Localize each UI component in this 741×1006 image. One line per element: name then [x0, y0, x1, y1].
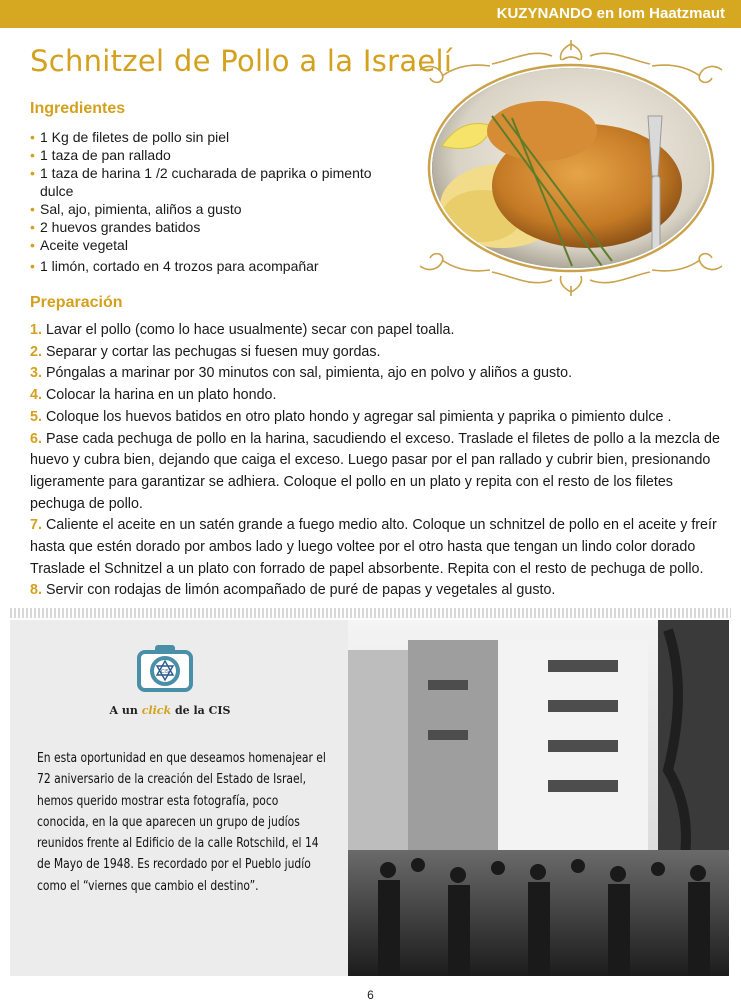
- list-item: 5. Coloque los huevos batidos en otro plato hondo y agregar sal pimienta y paprika o pimiento dulce .: [30, 408, 672, 425]
- bullet-dot-icon: •: [30, 165, 35, 181]
- ingredients-list: [30, 128, 400, 275]
- historic-photo: [348, 620, 729, 976]
- list-item: • Aceite vegetal: [30, 237, 128, 253]
- list-item: 2. Separar y cortar las pechugas si fuesen muy gordas.: [30, 343, 381, 360]
- page-number: 6: [367, 988, 374, 1002]
- list-item: • 1 Kg de filetes de pollo sin piel: [30, 129, 230, 145]
- bullet-dot-icon: •: [30, 258, 35, 274]
- bullet-dot-icon: •: [30, 219, 35, 235]
- list-item: • 1 limón, cortado en 4 trozos para acompañar: [30, 258, 319, 274]
- bullet-dot-icon: •: [30, 129, 35, 145]
- list-item: 3. Póngalas a marinar por 30 minutos con sal, pimienta, ajo en polvo y aliños a gusto.: [30, 365, 573, 382]
- list-item: 6. Pase cada pechuga de pollo en la harina, sacudiendo el exceso. Traslade el filetes de pollo a la mezcla de huevo y cubra bien, dejando que caiga el exceso. Luego pasar por el pan rallado y cubrir bien, presionando ligeramente para garantizar se adhiera. Coloque el pollo en un plato y repita con el resto de los filetes pechuga de pollo.: [30, 430, 720, 512]
- preparation-heading: Preparación: [30, 294, 123, 311]
- list-item: 7. Caliente el aceite en un satén grande a fuego medio alto. Coloque un schnitzel de pollo en el aceite y freír hasta que estén dorado por ambos lado y luego voltee por el otro hasta que tengan un lindo color dorado Traslade el Schnitzel a un plato con forrado de papel absorbente. Repita con el resto de pechuga de pollo.: [30, 517, 717, 577]
- magazine-title: KUZYNANDO en Iom Haatzmaut: [496, 5, 725, 22]
- feature-story: En esta oportunidad en que deseamos homenajear el 72 aniversario de la creación del Estado de Israel, hemos querido mostrar esta fotografía, poco conocida, en la que aparecen un grupo de judíos reunidos frente al Edificio de la calle Rotschild, el 14 de Mayo de 1948. Es recordado por el Pueblo judío como el “viernes que cambio el destino”.: [37, 751, 326, 894]
- list-item: • 2 huevos grandes batidos: [30, 219, 201, 235]
- ingredients-heading: Ingredientes: [30, 100, 126, 117]
- list-item: • 1 taza de pan rallado: [30, 147, 171, 163]
- svg-text:CIS: CIS: [160, 669, 170, 675]
- recipe-title: Schnitzel de Pollo a la Israelí: [30, 44, 453, 78]
- list-item: • Sal, ajo, pimienta, aliños a gusto: [30, 201, 242, 217]
- list-item: 1. Lavar el pollo (como lo hace usualmente) secar con papel toalla.: [30, 322, 455, 338]
- schnitzel-plate-image: [412, 36, 730, 300]
- bullet-dot-icon: •: [30, 147, 35, 163]
- bullet-dot-icon: •: [30, 237, 35, 253]
- header-bar: [0, 0, 741, 28]
- camera-icon: [137, 642, 193, 694]
- list-item: 8. Servir con rodajas de limón acompañado de puré de papas y vegetales al gusto.: [30, 582, 556, 599]
- list-item: • 1 taza de harina 1 /2 cucharada de paprika o pimento dulce: [30, 165, 372, 199]
- section-divider: [10, 608, 731, 618]
- feature-label: A un click de la CIS: [109, 704, 231, 717]
- list-item: 4. Colocar la harina en un plato hondo.: [30, 387, 277, 404]
- bullet-dot-icon: •: [30, 201, 35, 217]
- steps-list: [30, 320, 720, 602]
